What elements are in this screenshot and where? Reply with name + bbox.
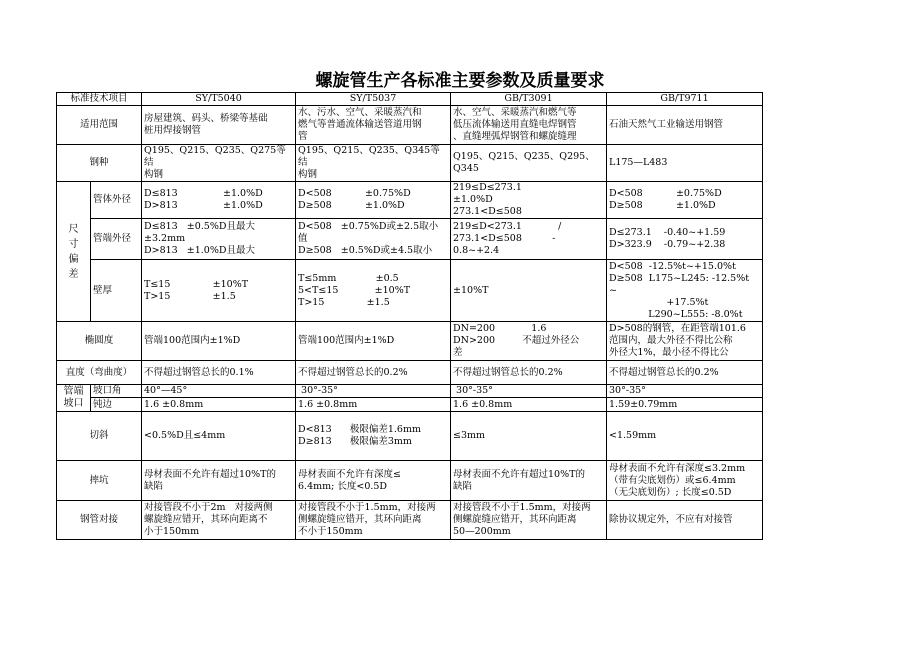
row-label-ovality: 椭圆度 xyxy=(57,322,142,361)
cell-value: 不得超过钢管总长的0.2% xyxy=(296,361,451,385)
row-label-squareness: 切斜 xyxy=(57,412,142,461)
table-row xyxy=(57,361,763,385)
header-std-sy-t5040: SY/T5040 xyxy=(142,93,296,106)
cell-value: T≤5mm ±0.5 5<T≤15 ±10%T T>15 ±1.5 xyxy=(296,260,451,322)
cell-value: 对接管段不小于2m 对接两侧 螺旋缝应错开，其环向距离不 小于150mm xyxy=(142,501,296,540)
group-label-dimension: 尺寸偏差 xyxy=(57,182,91,322)
row-label-joint: 钢管对接 xyxy=(57,501,142,540)
row-label-grade: 钢种 xyxy=(57,145,142,182)
cell-value: 不得超过钢管总长的0.2% xyxy=(451,361,607,385)
cell-value: D≤813 ±1.0%D D>813 ±1.0%D xyxy=(142,182,296,219)
table-row xyxy=(57,501,763,540)
row-label-wall: 壁厚 xyxy=(91,260,142,322)
group-label-bevel: 管端坡口 xyxy=(57,385,91,412)
cell-value: 水、污水、空气、采暖蒸汽和 燃气等普通流体输送管道用钢 管 xyxy=(296,106,451,145)
cell-value: 水、空气、采暖蒸汽和燃气等 低压流体输送用直缝电焊钢管 、直缝埋弧焊钢管和螺旋缝理 xyxy=(451,106,607,145)
cell-value: 母材表面不允许有超过10%T的 缺陷 xyxy=(142,461,296,501)
table-row xyxy=(57,322,763,361)
cell-value: 管端100范围内±1%D xyxy=(142,322,296,361)
spec-table xyxy=(56,92,763,540)
row-label-straightness: 直度（弯曲度） xyxy=(57,361,142,385)
page-title: 螺旋管生产各标准主要参数及质量要求 xyxy=(315,71,605,91)
row-label-end-od: 管端外径 xyxy=(91,219,142,260)
row-label-root-face: 钝边 xyxy=(91,398,142,412)
cell-value: ≤3mm xyxy=(451,412,607,461)
cell-value: Q195、Q215、Q235、Q275等结 构钢 xyxy=(142,145,296,182)
row-label-body-od: 管体外径 xyxy=(91,182,142,219)
table-row xyxy=(57,412,763,461)
cell-value: 219≤D≤273.1 ±1.0%D 273.1<D≤508 xyxy=(451,182,607,219)
cell-value: 母材表面不允许有深度≤3.2mm （带有尖底划伤）或≤6.4mm （无尖底划伤）; 长度≤0.5D xyxy=(607,461,763,501)
cell-value: 除协议规定外，不应有对接管 xyxy=(607,501,763,540)
cell-value: DN=200 1.6 DN>200 不超过外径公 差 xyxy=(451,322,607,361)
cell-value: T≤15 ±10%T T>15 ±1.5 xyxy=(142,260,296,322)
cell-value: Q195、Q215、Q235、Q295、 Q345 xyxy=(451,145,607,182)
cell-value: 房屋建筑、码头、桥梁等基础 桩用焊接钢管 xyxy=(142,106,296,145)
table-row xyxy=(57,182,763,219)
cell-value: 管端100范围内±1%D xyxy=(296,322,451,361)
cell-value: D<813 极限偏差1.6mm D≥813 极限偏差3mm xyxy=(296,412,451,461)
cell-value: D<508 ±0.75%D或±2.5取小 值 D≥508 ±0.5%D或±4.5取小 xyxy=(296,219,451,260)
cell-value: 对接管段不小于1.5mm，对接两 侧螺旋缝应错开，其环向距离 不小于150mm xyxy=(296,501,451,540)
cell-value: 30°-35° xyxy=(296,385,451,398)
table-row xyxy=(57,106,763,145)
cell-value: 1.6 ±0.8mm xyxy=(451,398,607,412)
table-row xyxy=(57,260,763,322)
header-std-gb-t3091: GB/T3091 xyxy=(451,93,607,106)
cell-value: Q195、Q215、Q235、Q345等结 构钢 xyxy=(296,145,451,182)
row-label-dent: 摔坑 xyxy=(57,461,142,501)
cell-value: 母材表面不允许有超过10%T的 缺陷 xyxy=(451,461,607,501)
cell-value: 母材表面不允许有深度≤ 6.4mm; 长度<0.5D xyxy=(296,461,451,501)
table-header-row xyxy=(57,93,763,106)
cell-value: 不得超过钢管总长的0.2% xyxy=(607,361,763,385)
cell-value: <1.59mm xyxy=(607,412,763,461)
cell-value: 不得超过钢管总长的0.1% xyxy=(142,361,296,385)
cell-value: D<508 ±0.75%D D≥508 ±1.0%D xyxy=(296,182,451,219)
header-item: 标准技术项目 xyxy=(57,93,142,106)
cell-value: 1.6 ±0.8mm xyxy=(142,398,296,412)
row-label-scope: 适用范围 xyxy=(57,106,142,145)
table-row xyxy=(57,385,763,398)
cell-value: D≤273.1 -0.40~+1.59 D>323.9 -0.79~+2.38 xyxy=(607,219,763,260)
cell-value: 30°-35° xyxy=(607,385,763,398)
cell-value: <0.5%D且≤4mm xyxy=(142,412,296,461)
cell-value: ±10%T xyxy=(451,260,607,322)
table-row xyxy=(57,398,763,412)
cell-value: 30°-35° xyxy=(451,385,607,398)
cell-value: D<508 -12.5%t~+15.0%t D≥508 L175~L245: -12.5%t ~ +17.5%t L290~L555: -8.0%t xyxy=(607,260,763,322)
row-label-bevel-angle: 坡口角 xyxy=(91,385,142,398)
header-std-sy-t5037: SY/T5037 xyxy=(296,93,451,106)
header-std-gb-t9711: GB/T9711 xyxy=(607,93,763,106)
cell-value: D≤813 ±0.5%D且最大 ±3.2mm D>813 ±1.0%D且最大 xyxy=(142,219,296,260)
cell-value: D>508的钢管，在距管端101.6 范围内，最大外径不得比公称 外径大1%，最小径不得比公 xyxy=(607,322,763,361)
cell-value: 对接管段不小于1.5mm，对接两 侧螺旋缝应错开，其环向距离 50—200mm xyxy=(451,501,607,540)
cell-value: L175—L483 xyxy=(607,145,763,182)
cell-value: 219≤D<273.1 / 273.1<D≤508 - 0.8~+2.4 xyxy=(451,219,607,260)
table-row xyxy=(57,461,763,501)
table-row xyxy=(57,219,763,260)
cell-value: 石油天然气工业输送用钢管 xyxy=(607,106,763,145)
cell-value: 1.6 ±0.8mm xyxy=(296,398,451,412)
table-row xyxy=(57,145,763,182)
cell-value: D<508 ±0.75%D D≥508 ±1.0%D xyxy=(607,182,763,219)
cell-value: 1.59±0.79mm xyxy=(607,398,763,412)
cell-value: 40°—45° xyxy=(142,385,296,398)
